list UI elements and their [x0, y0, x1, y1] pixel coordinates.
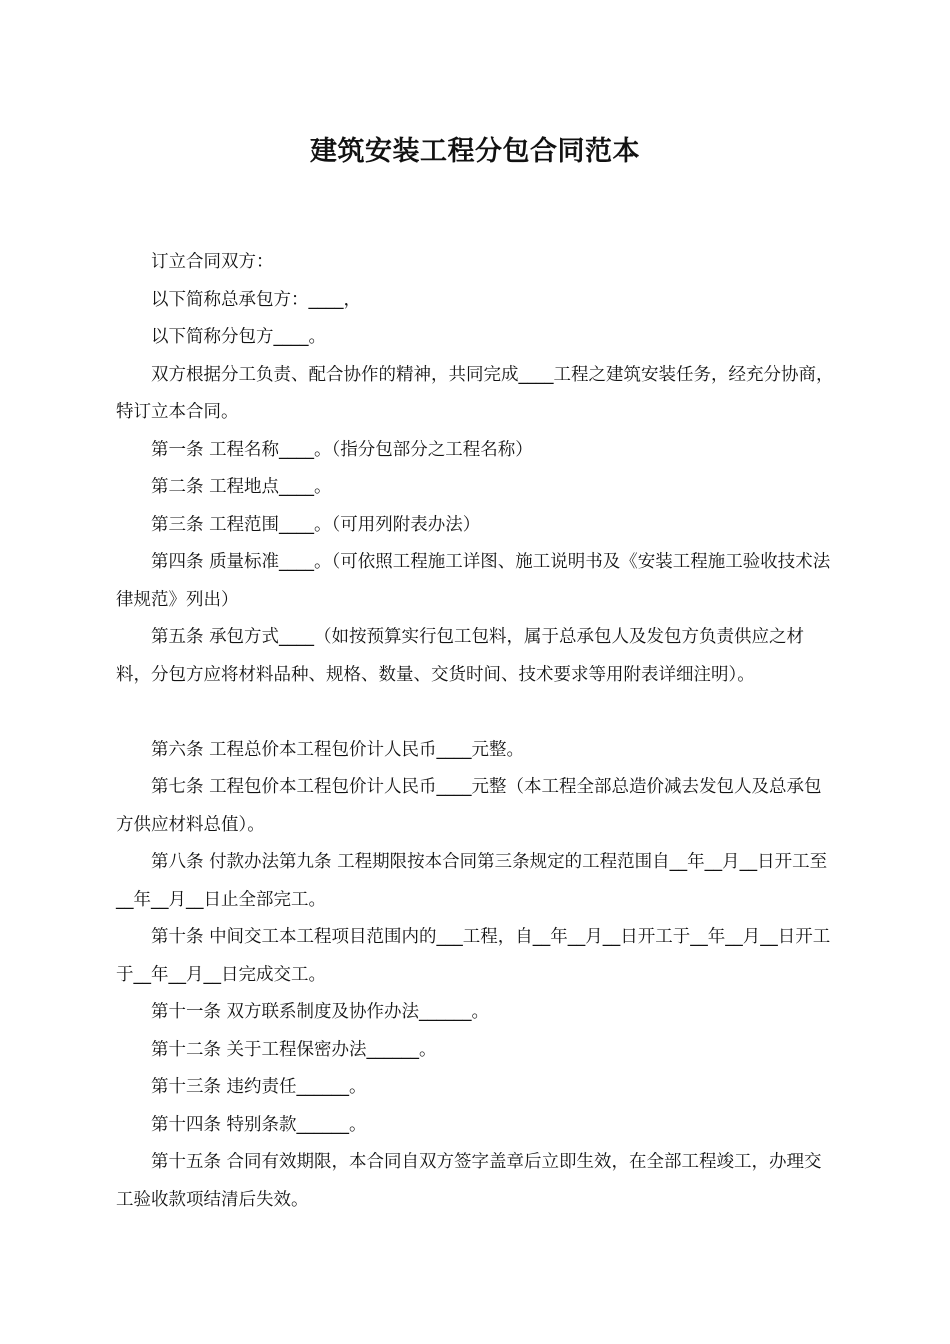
paragraph-preamble: 双方根据分工负责、配合协作的精神，共同完成____工程之建筑安装任务，经充分协商，特订立本合同。	[116, 364, 834, 422]
article-2: 第二条 工程地点____。	[151, 477, 332, 497]
document-body	[116, 244, 836, 1219]
article-1: 第一条 工程名称____。（指分包部分之工程名称）	[151, 439, 533, 460]
article-11: 第十一条 双方联系制度及协作办法______。	[151, 1002, 490, 1022]
article-10: 第十条 中间交工本工程项目范围内的___工程，自__年__月__日开工于__年__月__日开工于__年__月__日完成交工。	[116, 927, 831, 985]
article-6: 第六条 工程总价本工程包价计人民币____元整。	[151, 739, 525, 760]
article-14: 第十四条 特别条款______。	[151, 1114, 367, 1135]
article-8-9: 第八条 付款办法第九条 工程期限按本合同第三条规定的工程范围自__年__月__日开工至__年__月__日止全部完工。	[116, 852, 828, 910]
paragraph-general-contractor: 以下简称总承包方：____，	[151, 289, 361, 310]
article-5: 第五条 承包方式____（如按预算实行包工包料，属于总承包人及发包方负责供应之材料，分包方应将材料品种、规格、数量、交货时间、技术要求等用附表详细注明）。	[116, 627, 805, 685]
paragraph-subcontractor: 以下简称分包方____。	[151, 327, 326, 347]
article-7: 第七条 工程包价本工程包价计人民币____元整（本工程全部总造价减去发包人及总承包方供应材料总值）。	[116, 777, 822, 835]
paragraph-spacer	[116, 694, 836, 732]
paragraph-parties-heading: 订立合同双方：	[151, 252, 274, 272]
article-13: 第十三条 违约责任______。	[151, 1077, 367, 1097]
article-4: 第四条 质量标准____。（可依照工程施工详图、施工说明书及《安装工程施工验收技术法律规范》列出）	[116, 552, 831, 610]
article-12: 第十二条 关于工程保密办法______。	[151, 1039, 437, 1060]
document-title: 建筑安装工程分包合同范本	[310, 136, 640, 167]
article-3: 第三条 工程范围____。（可用列附表办法）	[151, 514, 481, 535]
article-15: 第十五条 合同有效期限，本合同自双方签字盖章后立即生效，在全部工程竣工，办理交工验收款项结清后失效。	[116, 1152, 822, 1210]
